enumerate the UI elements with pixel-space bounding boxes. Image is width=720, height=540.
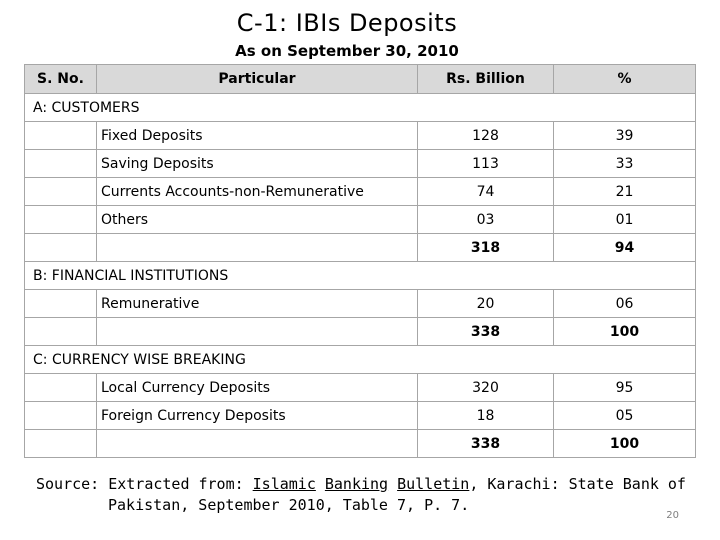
- page-subtitle: As on September 30, 2010: [235, 42, 459, 60]
- row-pct: 05: [554, 402, 696, 430]
- row-particular: Foreign Currency Deposits: [97, 402, 418, 430]
- table-row: [25, 178, 696, 206]
- row-pct: 33: [554, 150, 696, 178]
- row-particular: Saving Deposits: [97, 150, 418, 178]
- row-pct: 39: [554, 122, 696, 150]
- row-particular: Local Currency Deposits: [97, 374, 418, 402]
- row-particular: Currents Accounts-non-Remunerative: [97, 178, 418, 206]
- row-value: 18: [418, 402, 554, 430]
- row-value: 03: [418, 206, 554, 234]
- source-word: of: [667, 475, 686, 493]
- table-row: [25, 206, 696, 234]
- row-value: 128: [418, 122, 554, 150]
- row-value: 20: [418, 290, 554, 318]
- source-word: Extracted: [108, 475, 190, 493]
- source-line-2: Pakistan, September 2010, Table 7, P. 7.: [108, 496, 470, 514]
- total-row: [25, 430, 696, 458]
- deposits-table: [24, 64, 696, 458]
- table-row: [25, 402, 696, 430]
- row-value: 320: [418, 374, 554, 402]
- row-pct: 95: [554, 374, 696, 402]
- total-value: 318: [418, 234, 554, 262]
- source-word: Bulletin: [397, 475, 470, 493]
- page-title: C-1: IBIs Deposits: [236, 9, 458, 37]
- section-financial-label: B: FINANCIAL INSTITUTIONS: [25, 262, 696, 290]
- header-pct: %: [554, 65, 696, 94]
- source-label: Source:: [36, 475, 100, 493]
- table-row: [25, 374, 696, 402]
- header-sno: S. No.: [25, 65, 97, 94]
- source-word: Bank: [622, 475, 659, 493]
- total-value: 338: [418, 318, 554, 346]
- section-row: [25, 262, 696, 290]
- section-customers-label: A: CUSTOMERS: [25, 94, 696, 122]
- row-particular: Fixed Deposits: [97, 122, 418, 150]
- total-row: [25, 234, 696, 262]
- source-comma: ,: [469, 475, 479, 493]
- total-pct: 100: [554, 318, 696, 346]
- row-particular: Others: [97, 206, 418, 234]
- total-row: [25, 318, 696, 346]
- section-row: [25, 346, 696, 374]
- source-word: Banking: [324, 475, 389, 493]
- header-value: Rs. Billion: [418, 65, 554, 94]
- total-pct: 100: [554, 430, 696, 458]
- table-row: [25, 290, 696, 318]
- row-value: 74: [418, 178, 554, 206]
- row-pct: 21: [554, 178, 696, 206]
- row-value: 113: [418, 150, 554, 178]
- source-word: Karachi:: [487, 475, 560, 493]
- row-pct: 01: [554, 206, 696, 234]
- table-row: [25, 150, 696, 178]
- section-currency-label: C: CURRENCY WISE BREAKING: [25, 346, 696, 374]
- total-value: 338: [418, 430, 554, 458]
- table-row: [25, 122, 696, 150]
- source-word: State: [568, 475, 614, 493]
- page-number: 20: [666, 510, 679, 521]
- source-word: from:: [198, 475, 244, 493]
- table-header-row: [25, 65, 696, 94]
- header-particular: Particular: [97, 65, 418, 94]
- source-line-1: [36, 474, 686, 495]
- total-pct: 94: [554, 234, 696, 262]
- source-word: Islamic: [252, 475, 316, 493]
- row-particular: Remunerative: [97, 290, 418, 318]
- section-row: [25, 94, 696, 122]
- source-note: [36, 474, 686, 516]
- row-pct: 06: [554, 290, 696, 318]
